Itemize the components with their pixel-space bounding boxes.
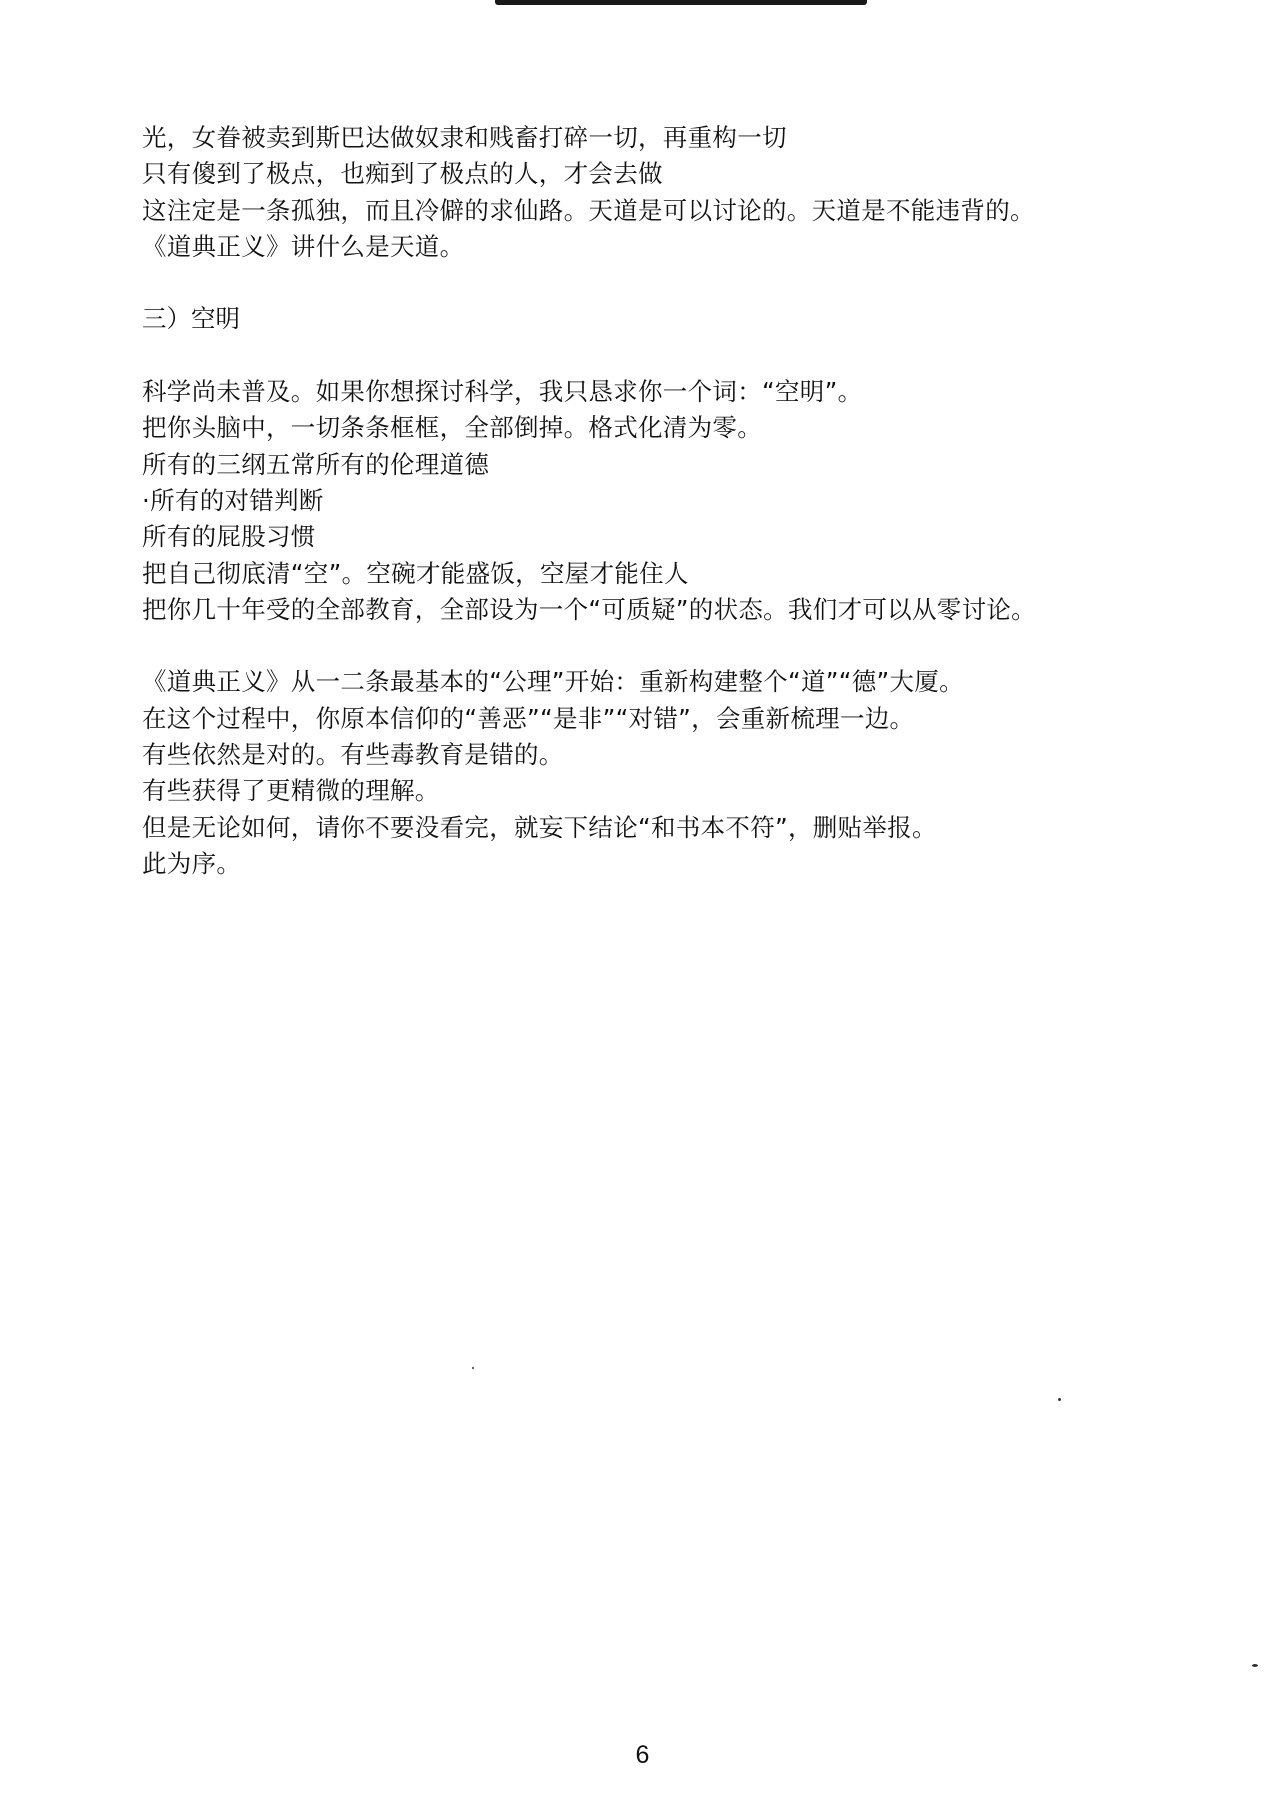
paragraph-line: 但是无论如何，请你不要没看完，就妄下结论“和书本不符”，删贴举报。	[142, 812, 937, 842]
paragraph-line: 《道典正义》讲什么是天道。	[142, 231, 465, 261]
scan-speck	[1252, 1664, 1258, 1667]
paragraph-line: 所有的三纲五常所有的伦理道德	[142, 449, 490, 479]
paragraph-line: 这注定是一条孤独，而且冷僻的求仙路。天道是可以讨论的。天道是不能违背的。	[142, 195, 1035, 225]
paragraph-line: 此为序。	[142, 848, 242, 878]
blank-line	[142, 338, 1142, 374]
paragraph-line: ·所有的对错判断	[142, 485, 324, 515]
paragraph-line: 有些依然是对的。有些毒教育是错的。	[142, 740, 564, 770]
paragraph-line: 光，女眷被卖到斯巴达做奴隶和贱畜打碎一切，再重构一切	[142, 123, 787, 152]
paragraph-line: 有些获得了更精微的理解。	[142, 776, 440, 806]
paragraph-line: 把自己彻底清“空”。空碗才能盛饭，空屋才能住人	[142, 558, 689, 588]
blank-line	[142, 628, 1142, 664]
paragraph-line: 把你头脑中，一切条条框框，全部倒掉。格式化清为零。	[142, 413, 762, 443]
section-heading: 三）空明	[142, 304, 240, 334]
paragraph-line: 只有傻到了极点，也痴到了极点的人，才会去做	[142, 159, 663, 189]
page-number: 6	[635, 1741, 650, 1769]
paragraph-line: 把你几十年受的全部教育，全部设为一个“可质疑”的状态。我们才可以从零讨论。	[142, 594, 1036, 624]
paragraph-line: 科学尚未普及。如果你想探讨科学，我只恳求你一个词：“空明”。	[142, 377, 863, 407]
scan-speck	[472, 1367, 474, 1369]
scan-edge-mark	[495, 0, 867, 5]
scan-speck	[1058, 1398, 1061, 1401]
paragraph-line: 《道典正义》从一二条最基本的“公理”开始：重新构建整个“道”“德”大厦。	[142, 667, 964, 697]
paragraph-line: 所有的屁股习惯	[142, 522, 316, 552]
paragraph-line: 在这个过程中，你原本信仰的“善恶”“是非”“对错”，会重新梳理一边。	[142, 703, 915, 733]
document-body	[142, 120, 1142, 882]
blank-line	[142, 265, 1142, 301]
